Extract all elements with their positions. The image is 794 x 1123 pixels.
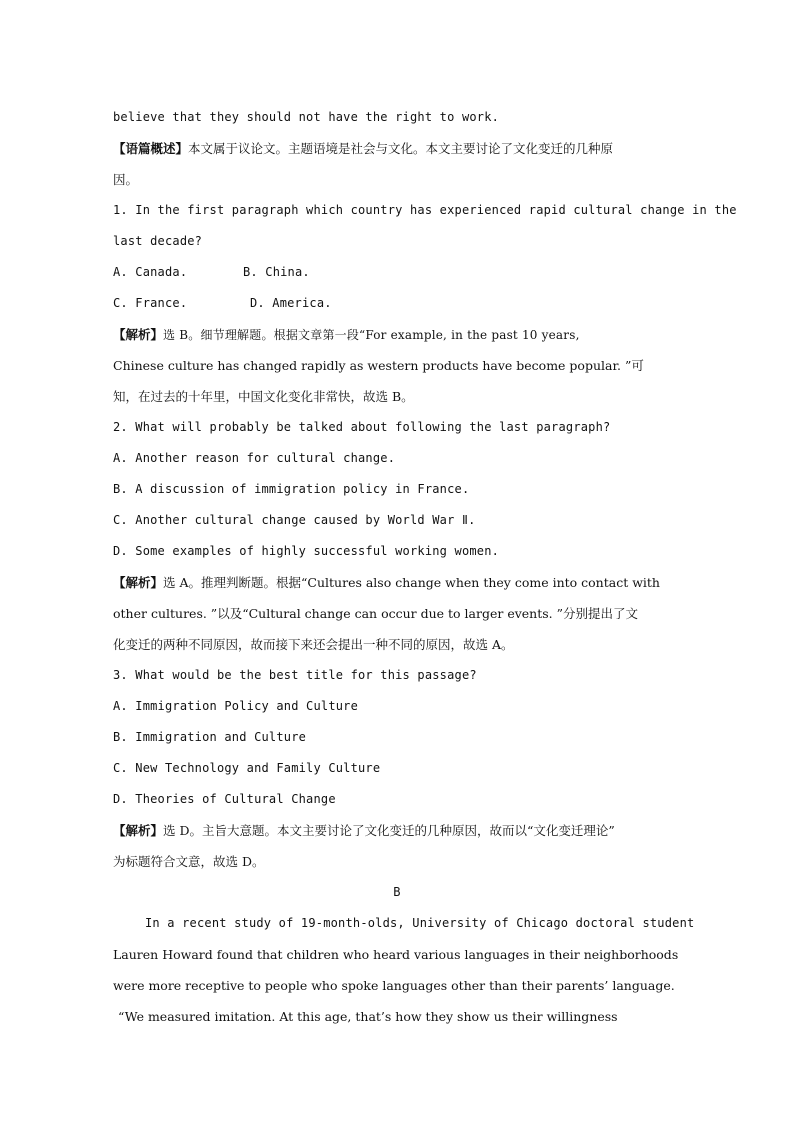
answer-3-line2: 为标题符合文意，故选 D。 bbox=[113, 854, 265, 869]
option-c: C. France. bbox=[113, 296, 188, 310]
question-1-options-row1 bbox=[113, 257, 681, 288]
passage-line: believe that they should not have the right to work. bbox=[113, 110, 500, 124]
answer-2-line1 bbox=[113, 567, 681, 598]
answer-1-line3: 知，在过去的十年里，中国文化变化非常快，故选 B。 bbox=[113, 389, 414, 404]
question-3-stem: 3. What would be the best title for this passage? bbox=[113, 668, 477, 682]
answer-tag: 【解析】 bbox=[113, 823, 164, 838]
answer-tag: 【解析】 bbox=[113, 327, 164, 342]
answer-1-text: 选 B。细节理解题。根据文章第一段“For example, in the past 10 years, bbox=[163, 328, 580, 342]
question-2-stem: 2. What will probably be talked about following the last paragraph? bbox=[113, 420, 611, 434]
overview-text: 本文属于议论文。主题语境是社会与文化。本文主要讨论了文化变迁的几种原 bbox=[188, 141, 614, 156]
question-1-stem: 1. In the first paragraph which country has experienced rapid cultural change in the bbox=[113, 203, 737, 217]
overview-tag: 【语篇概述】 bbox=[113, 141, 189, 156]
document-body bbox=[113, 102, 737, 1032]
question-2-option-b: B. A discussion of immigration policy in France. bbox=[113, 482, 470, 496]
question-2-option-d: D. Some examples of highly successful working women. bbox=[113, 544, 500, 558]
question-1-options-row2 bbox=[113, 288, 681, 319]
answer-3-line1 bbox=[113, 815, 681, 846]
question-3-option-d: D. Theories of Cultural Change bbox=[113, 792, 336, 806]
answer-2-text: 选 A。推理判断题。根据“Cultures also change when they come into contact with bbox=[163, 575, 660, 590]
option-a: A. Canada. bbox=[113, 265, 188, 279]
answer-2-line3: 化变迁的两种不同原因，故而接下来还会提出一种不同的原因，故选 A。 bbox=[113, 637, 514, 652]
answer-1-line2: Chinese culture has changed rapidly as western products have become popular. ”可 bbox=[113, 358, 644, 373]
passage-line: “We measured imitation. At this age, that’s how they show us their willingness bbox=[118, 1009, 618, 1024]
passage-line: were more receptive to people who spoke languages other than their parents’ language. bbox=[113, 978, 675, 993]
answer-2-line2: other cultures. ”以及“Cultural change can occur due to larger events. ”分别提出了文 bbox=[113, 606, 639, 621]
passage-line: Lauren Howard found that children who heard various languages in their neighborhoods bbox=[113, 947, 679, 962]
answer-1-line1 bbox=[113, 319, 681, 350]
answer-3-text: 选 D。主旨大意题。本文主要讨论了文化变迁的几种原因，故而以“文化变迁理论” bbox=[163, 823, 615, 838]
question-1-stem-cont: last decade? bbox=[113, 234, 203, 248]
question-2-option-a: A. Another reason for cultural change. bbox=[113, 451, 396, 465]
option-d: D. America. bbox=[250, 296, 332, 310]
question-3-option-c: C. New Technology and Family Culture bbox=[113, 761, 381, 775]
section-heading: B bbox=[393, 885, 401, 899]
question-2-option-c: C. Another cultural change caused by World War Ⅱ. bbox=[113, 513, 476, 527]
passage-line: In a recent study of 19-month-olds, University of Chicago doctoral student bbox=[145, 916, 695, 930]
overview-text-cont: 因。 bbox=[113, 172, 139, 187]
answer-tag: 【解析】 bbox=[113, 575, 164, 590]
question-3-option-b: B. Immigration and Culture bbox=[113, 730, 307, 744]
overview-paragraph bbox=[113, 133, 681, 164]
option-b: B. China. bbox=[243, 265, 310, 279]
question-3-option-a: A. Immigration Policy and Culture bbox=[113, 699, 359, 713]
